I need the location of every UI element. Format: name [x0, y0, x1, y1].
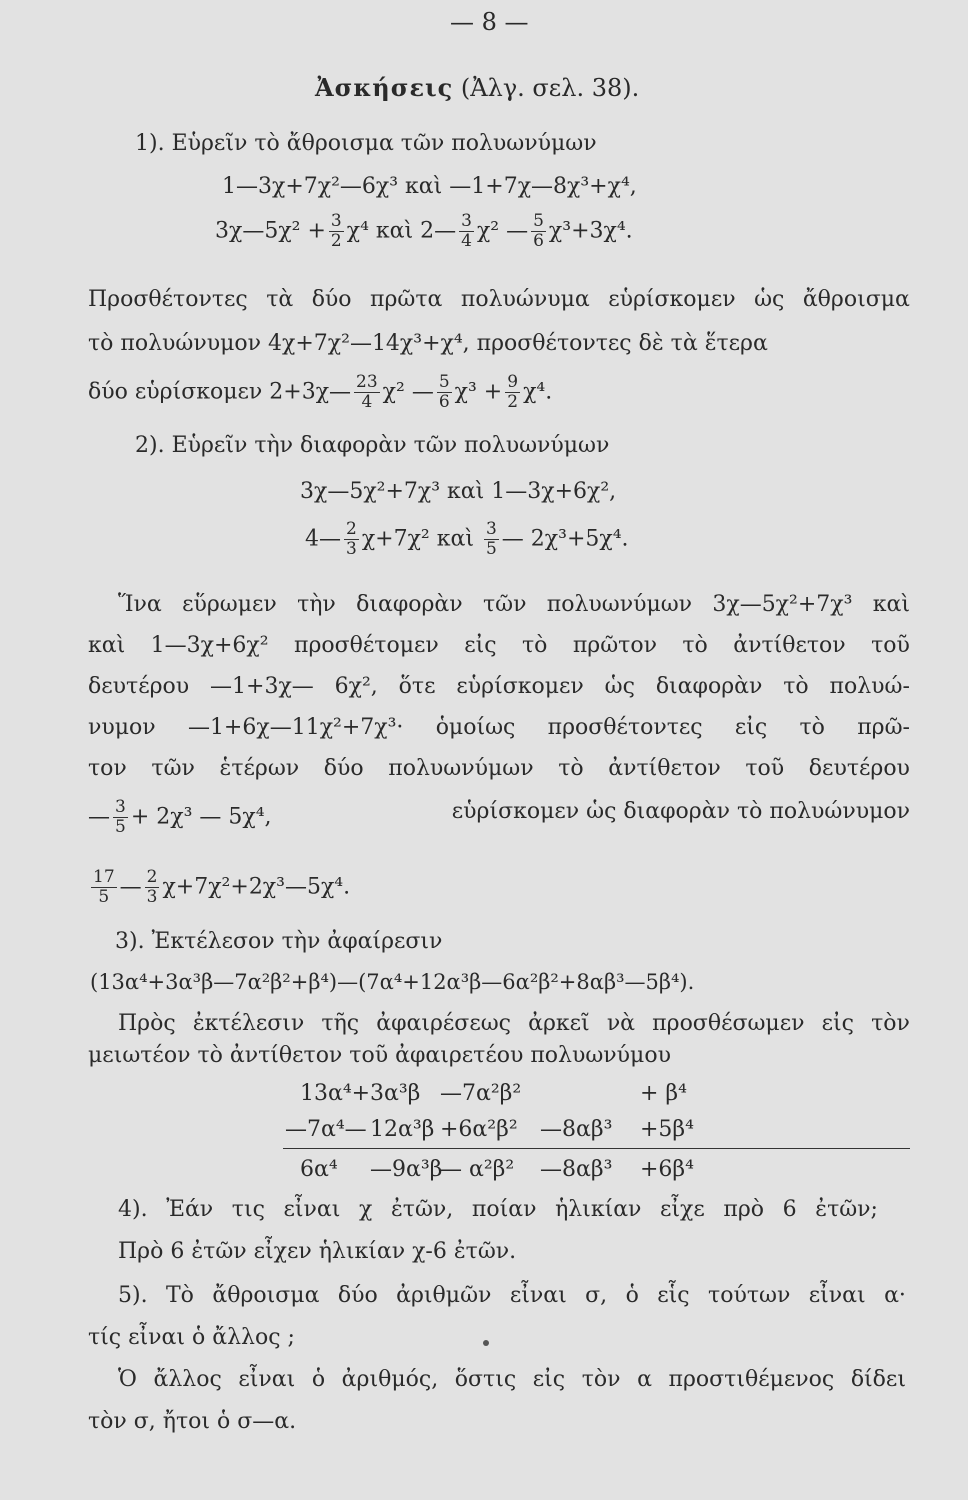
text-run: 4—: [305, 526, 341, 552]
word: τὰ: [266, 287, 294, 312]
word: Προσθέτοντες: [88, 287, 248, 312]
word: ἀντίθετον: [608, 756, 721, 781]
word: προσθέτοντες: [547, 715, 703, 740]
word: εὑρίσκομεν: [608, 287, 736, 312]
word: δύο: [323, 756, 364, 781]
term: — α²β²: [440, 1157, 515, 1182]
word: τῆς: [321, 1011, 360, 1036]
word: τὸ: [799, 715, 825, 740]
word: ἑτέρων: [219, 756, 300, 781]
word: προσθέσωμεν: [652, 1011, 805, 1036]
exercise-1-polynomials-line-2: [215, 212, 633, 251]
numerator: 3: [330, 211, 342, 231]
exercise-2-paragraph-line-4: [88, 714, 910, 742]
exercise-1-text-line-2: τὸ πολυώνυμον 4χ+7χ²—14χ³+χ⁴, προσθέτοντες δὲ τὰ ἕτερα: [88, 331, 768, 356]
word: ἐτῶν,: [390, 1197, 454, 1222]
exercise-2-polynomials-line-2: [305, 520, 629, 559]
text-run: χ² —: [476, 218, 529, 244]
word: ὅτε: [398, 674, 436, 699]
denominator: 5: [115, 817, 126, 837]
text-run: χ⁴.: [523, 379, 553, 405]
word: 6χ²,: [334, 674, 378, 699]
fraction: [344, 520, 359, 559]
word: ὁμοίως: [435, 715, 516, 740]
word: δύο: [311, 287, 352, 312]
text-run: 3χ—5χ² +: [215, 218, 326, 244]
word: ἄθροισμα: [212, 1283, 320, 1308]
word: διαφορὰν: [655, 674, 763, 699]
word: τὴν: [297, 592, 336, 617]
exercise-3-text-line-2: μειωτέον τὸ ἀντίθετον τοῦ ἀφαιρετέου πολυωνύμου: [88, 1043, 671, 1068]
word: 6: [782, 1197, 797, 1222]
term: —7α²β²: [440, 1081, 522, 1106]
text-run: + 2χ³ — 5χ⁴,: [130, 804, 272, 830]
word: α·: [884, 1283, 906, 1308]
text-run: χ+7χ² καὶ: [361, 526, 474, 552]
denominator: 6: [438, 392, 450, 412]
word: Τὸ: [166, 1283, 194, 1308]
denominator: 3: [146, 887, 158, 907]
fraction: [437, 373, 452, 412]
word: εἶναι: [808, 1283, 866, 1308]
numerator: 9: [507, 372, 519, 392]
word: πρὸ: [723, 1197, 765, 1222]
word: τὸ: [783, 674, 809, 699]
word: ὁ: [625, 1283, 639, 1308]
term: +6α²β²: [440, 1117, 518, 1142]
word: ἀριθμός,: [341, 1367, 439, 1392]
word: εἶχε: [660, 1197, 705, 1222]
word: νυμον: [88, 715, 156, 740]
word: εἶναι: [509, 1283, 567, 1308]
text-run: —: [119, 874, 142, 900]
subtraction-row-negated-subtrahend: [285, 1116, 694, 1144]
term: + β⁴: [640, 1081, 687, 1106]
word: ἄλλος: [153, 1367, 222, 1392]
word: καὶ: [872, 592, 910, 617]
section-title: [315, 74, 639, 102]
fraction: [484, 520, 499, 559]
word: τὸ: [558, 756, 584, 781]
denominator: 5: [98, 887, 110, 907]
page-number: — 8 —: [450, 8, 529, 36]
text-run: χ³ +: [454, 379, 503, 405]
ink-speck: [483, 1340, 489, 1346]
fraction: [459, 212, 474, 251]
word: εὕρωμεν: [182, 592, 277, 617]
text-run: —: [88, 804, 110, 830]
word: Ὁ: [118, 1367, 137, 1392]
word: Ἵνα: [118, 592, 162, 617]
word: πολυωνύμων: [388, 756, 534, 781]
word: πρῶτον: [572, 633, 657, 658]
word: δίδει: [850, 1367, 906, 1392]
word: πρῶτα: [370, 287, 443, 312]
fraction: [505, 373, 520, 412]
term: +5β⁴: [640, 1117, 694, 1142]
word: ἀφαιρέσεως: [376, 1011, 511, 1036]
word: τῶν: [151, 756, 195, 781]
denominator: 4: [361, 392, 373, 412]
exercise-1-text-line-3: [88, 373, 552, 412]
word: τῶν: [482, 592, 527, 617]
denominator: 5: [485, 539, 497, 559]
term: 13α⁴+: [300, 1081, 371, 1106]
word: τοῦ: [745, 756, 785, 781]
exercise-2-heading: 2). Εὑρεῖν τὴν διαφορὰν τῶν πολυωνύμων: [135, 433, 610, 458]
word: προστιθέμενος: [668, 1367, 835, 1392]
word: πρῶ-: [857, 715, 910, 740]
numerator: 2: [146, 867, 158, 887]
exercise-2-paragraph-line-2: [88, 632, 910, 660]
word: εἰς: [734, 715, 768, 740]
word: 1—3χ+6χ²: [150, 633, 269, 658]
exercise-2-paragraph-line-5: [88, 755, 910, 783]
exercise-2-paragraph-line-1: [118, 591, 910, 619]
word: 5).: [118, 1283, 148, 1308]
word: ἀντίθετον: [733, 633, 846, 658]
numerator: 5: [533, 211, 544, 231]
word: ὁ: [311, 1367, 326, 1392]
term: 3α³β: [370, 1081, 421, 1106]
word: εἰς: [532, 1367, 566, 1392]
numerator: 5: [438, 372, 450, 392]
word: πολυώ-: [829, 674, 910, 699]
word: 4).: [118, 1197, 148, 1222]
expression-group: [88, 798, 272, 837]
fraction: [531, 212, 546, 251]
word: τὸν: [581, 1367, 621, 1392]
term: —8αβ³: [540, 1157, 613, 1182]
word: σ,: [585, 1283, 608, 1308]
word: προσθέτομεν: [293, 633, 439, 658]
denominator: 2: [330, 231, 342, 251]
fraction: [145, 868, 160, 907]
exercise-5-question-line-2: τίς εἶναι ὁ ἄλλος ;: [88, 1325, 295, 1350]
term: —7α⁴—: [285, 1117, 367, 1142]
numerator: 2: [346, 519, 357, 539]
fraction: [91, 868, 117, 907]
term: —9α³β: [370, 1157, 443, 1182]
word: Πρὸς: [118, 1011, 176, 1036]
word: τούτων: [708, 1283, 791, 1308]
exercise-4-answer: Πρὸ 6 ἐτῶν εἶχεν ἡλικίαν χ-6 ἐτῶν.: [118, 1239, 517, 1264]
word: ὡς: [754, 287, 785, 312]
term: 12α³β: [370, 1117, 435, 1142]
word: χ: [359, 1197, 373, 1222]
exercise-1-heading: 1). Εὑρεῖν τὸ ἄθροισμα τῶν πολυωνύμων: [135, 131, 597, 156]
word: ἀρκεῖ: [528, 1011, 590, 1036]
word: —1+3χ—: [210, 674, 314, 699]
word: πολυωνύμων: [546, 592, 693, 617]
exercise-3-text-line-1: [118, 1010, 910, 1038]
word: τὸ: [521, 633, 548, 658]
fraction: [113, 798, 128, 837]
text-run: χ² —: [382, 379, 434, 405]
word: ἐκτέλεσιν: [192, 1011, 305, 1036]
exercise-3-expression: (13α⁴+3α³β—7α²β²+β⁴)—(7α⁴+12α³β—6α²β²+8αβ³—5β⁴).: [90, 970, 695, 994]
denominator: 6: [533, 231, 544, 251]
subtraction-row-minuend: [300, 1080, 687, 1108]
word: πολυώνυμα: [460, 287, 590, 312]
word: εὑρίσκομεν: [456, 674, 584, 699]
word: α: [637, 1367, 652, 1392]
section-title-bold: Ἀσκήσεις: [315, 73, 454, 102]
word: ποίαν: [471, 1197, 537, 1222]
word: ἡλικίαν: [555, 1197, 642, 1222]
section-title-reference: (Ἀλγ. σελ. 38).: [460, 74, 640, 102]
term: +6β⁴: [640, 1157, 694, 1182]
exercise-2-paragraph-line-6: [88, 798, 910, 837]
text-run: χ+7χ²+2χ³—5χ⁴.: [162, 874, 351, 900]
numerator: 3: [461, 211, 472, 231]
text-run: δύο εὑρίσκομεν 2+3χ—: [88, 379, 352, 405]
word: νὰ: [606, 1011, 636, 1036]
exercise-5-question-line-1: [118, 1282, 906, 1310]
term: 6α⁴: [300, 1157, 338, 1182]
word: 3χ—5χ²+7χ³: [712, 592, 853, 617]
word: Ἐάν: [166, 1197, 214, 1222]
numerator: 23: [356, 372, 378, 392]
word: ὡς: [604, 674, 635, 699]
exercise-1-polynomials-line-1: 1—3χ+7χ²—6χ³ καὶ —1+7χ—8χ³+χ⁴,: [222, 174, 637, 199]
word: ἀριθμῶν: [396, 1283, 492, 1308]
exercise-4-question: [118, 1196, 878, 1224]
word: τοῦ: [871, 633, 910, 658]
word: δευτέρου: [808, 756, 910, 781]
word: ἐτῶν;: [815, 1197, 878, 1222]
word: εἰς: [821, 1011, 854, 1036]
text-run: χ⁴ καὶ 2—: [346, 218, 457, 244]
word: καὶ: [88, 633, 126, 658]
word: δύο: [337, 1283, 378, 1308]
fraction: [329, 212, 344, 251]
word: τον: [88, 756, 127, 781]
text-run: — 2χ³+5χ⁴.: [501, 526, 629, 552]
exercise-2-polynomials-line-1: 3χ—5χ²+7χ³ καὶ 1—3χ+6χ²,: [300, 479, 617, 504]
word: εἷς: [657, 1283, 690, 1308]
denominator: 3: [346, 539, 357, 559]
denominator: 4: [461, 231, 472, 251]
word: τις: [231, 1197, 265, 1222]
text-run: χ³+3χ⁴.: [548, 218, 633, 244]
numerator: 3: [485, 519, 497, 539]
word: εἶναι: [238, 1367, 296, 1392]
word: τὸ: [682, 633, 708, 658]
word: ἄθροισμα: [802, 287, 910, 312]
exercise-5-answer-line-2: τὸν σ, ἤτοι ὁ σ—α.: [88, 1409, 297, 1434]
exercise-2-paragraph-line-3: [88, 673, 910, 701]
subtraction-row-result: [300, 1156, 694, 1184]
denominator: 2: [507, 392, 519, 412]
fraction: [354, 373, 380, 412]
text-run: εὑρίσκομεν ὡς διαφορὰν τὸ πολυώνυμον: [451, 799, 910, 824]
word: διαφορὰν: [356, 592, 463, 617]
sum-rule-line: [283, 1148, 910, 1149]
exercise-5-answer-line-1: [118, 1366, 906, 1394]
word: εἶναι: [283, 1197, 341, 1222]
word: —1+6χ—11χ²+7χ³·: [187, 715, 404, 740]
exercise-2-result-line: [88, 868, 350, 907]
word: ὅστις: [454, 1367, 517, 1392]
exercise-3-heading: 3). Ἐκτέλεσον τὴν ἀφαίρεσιν: [115, 929, 443, 954]
term: —8αβ³: [540, 1117, 613, 1142]
word: δευτέρου: [88, 674, 190, 699]
numerator: 17: [93, 867, 115, 887]
word: εἰς: [464, 633, 497, 658]
exercise-1-text-line-1: [88, 286, 910, 314]
numerator: 3: [115, 797, 126, 817]
word: τὸν: [871, 1011, 910, 1036]
